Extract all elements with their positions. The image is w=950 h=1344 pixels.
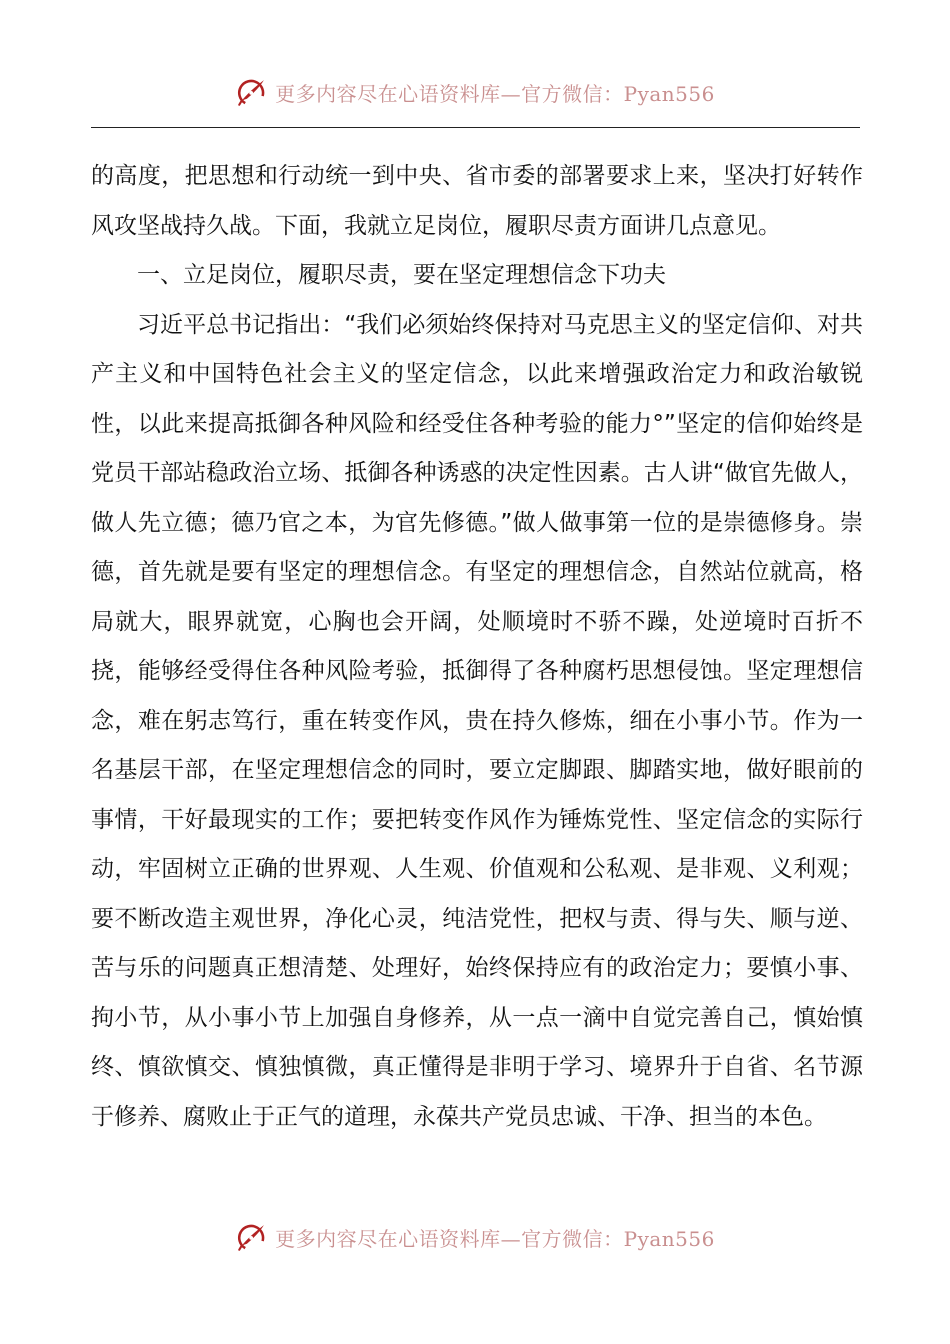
paragraph-main: 习近平总书记指出：“我们必须始终保持对马克思主义的坚定信仰、对共产主义和中国特色社会主义的坚定信念，以此来增强政治定力和政治敏锐性，以此来提高抵御各种风险和经受住各种考验的能力°”坚定的信仰始终是党员干部站稳政治立场、抵御各种诱惑的决定性因素。古人讲“做官先做人，做人先立德；德乃官之本，为官先修德。”做人做事第一位的是崇德修身。崇德，首先就是要有坚定的理想信念。有坚定的理想信念，自然站位就高，格局就大，眼界就宽，心胸也会开阔，处顺境时不骄不躁，处逆境时百折不挠，能够经受得住各种风险考验，抵御得了各种腐朽思想侵蚀。坚定理想信念，难在躬志笃行，重在转变作风，贵在持久修炼，细在小事小节。作为一名基层干部，在坚定理想信念的同时，要立定脚跟、脚踏实地，做好眼前的事情，干好最现实的工作；要把转变作风作为锤炼党性、坚定信念的实际行动，牢固树立正确的世界观、人生观、价值观和公私观、是非观、义利观；要不断改造主观世界，净化心灵，纯洁党性，把权与责、得与失、顺与逆、苦与乐的问题真正想清楚、处理好，始终保持应有的政治定力；要慎小事、拘小节，从小事小节上加强自身修养，从一点一滴中自觉完善自己，慎始慎终、慎欲慎交、慎独慎微，真正懂得是非明于学习、境界升于自省、名节源于修养、腐败止于正气的道理，永葆共产党员忠诚、干净、担当的本色。 <box>91 311 863 1130</box>
quill-pen-logo-icon <box>235 1220 269 1254</box>
footer-banner-text: 更多内容尽在心语资料库—官方微信：Pyan556 <box>275 1226 715 1251</box>
header-banner-text: 更多内容尽在心语资料库—官方微信：Pyan556 <box>275 81 715 106</box>
paragraph-continuation: 的高度，把思想和行动统一到中央、省市委的部署要求上来，坚决打好转作风攻坚战持久战。下面，我就立足岗位，履职尽责方面讲几点意见。 <box>91 163 863 239</box>
section-heading: 一、立足岗位，履职尽责，要在坚定理想信念下功夫 <box>137 262 666 288</box>
header-divider <box>91 127 860 128</box>
document-body <box>91 152 863 1142</box>
footer-banner <box>0 1217 950 1257</box>
header-banner <box>0 72 950 112</box>
quill-pen-logo-icon <box>235 75 269 109</box>
